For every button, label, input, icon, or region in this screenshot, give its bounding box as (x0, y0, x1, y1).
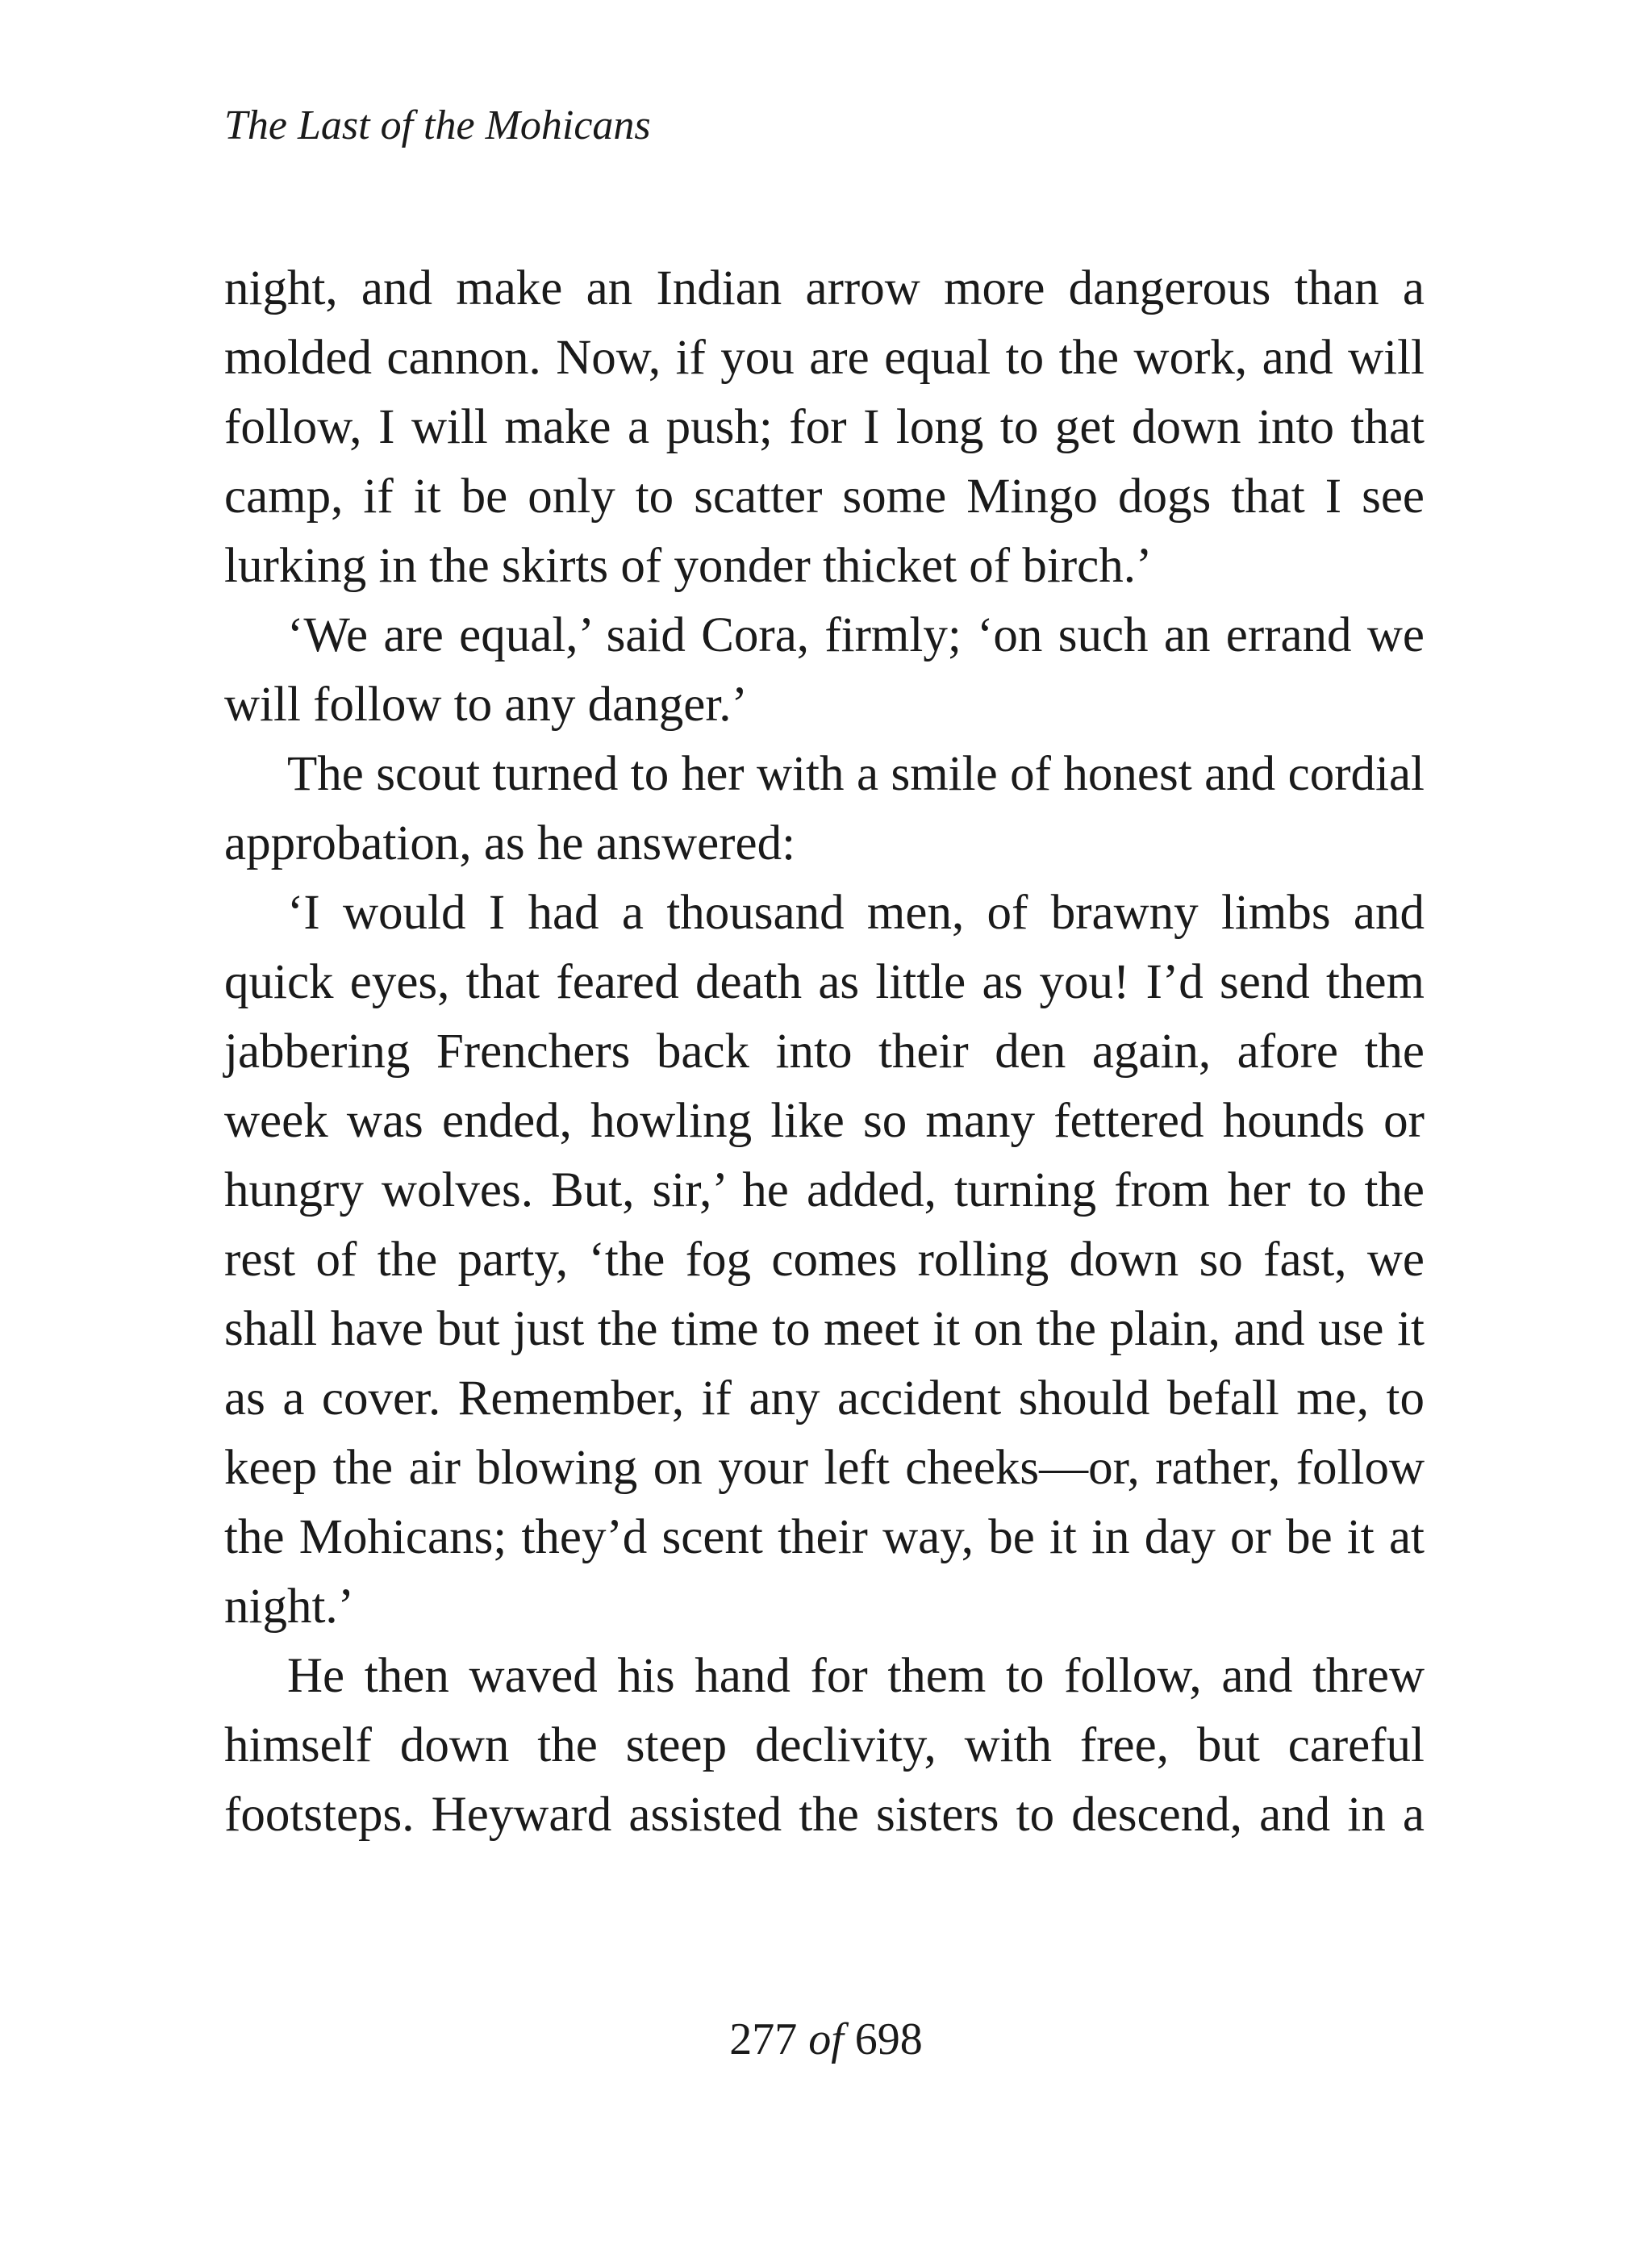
paragraph-5: He then waved his hand for them to follow, and threw himself down the steep declivity, with free, but careful footsteps. Heyward assisted the sisters to descend, and in a (224, 1649, 1425, 1842)
total-page-count: 698 (854, 2014, 923, 2064)
page-body (224, 254, 1425, 1850)
page-number (0, 2014, 1652, 2064)
page-of-label: of (808, 2014, 844, 2064)
running-head-book-title: The Last of the Mohicans (224, 102, 651, 148)
paragraph-1: night, and make an Indian arrow more dangerous than a molded cannon. Now, if you are equal to the work, and will follow, I will make a push; for I long to get down into that camp, if it be only to scatter some Mingo dogs that I see lurking in the skirts of yonder thicket of birch.’ (224, 261, 1425, 593)
paragraph-3: The scout turned to her with a smile of honest and cordial approbation, as he answered: (224, 747, 1425, 870)
paragraph-2: ‘We are equal,’ said Cora, firmly; ‘on such an errand we will follow to any danger.’ (224, 608, 1425, 732)
paragraph-4: ‘I would I had a thousand men, of brawny limbs and quick eyes, that feared death as little as you! I’d send them jabbering Frenchers back into their den again, afore the week was ended, howling like so many fettered hounds or hungry wolves. But, sir,’ he added, turning from her to the rest of the party, ‘the fog comes rolling down so fast, we shall have but just the time to meet it on the plain, and use it as a cover. Remember, if any accident should befall me, to keep the air blowing on your left cheeks—or, rather, follow the Mohicans; they’d scent their way, be it in day or be it at night.’ (224, 886, 1425, 1634)
current-page-number: 277 (729, 2014, 798, 2064)
